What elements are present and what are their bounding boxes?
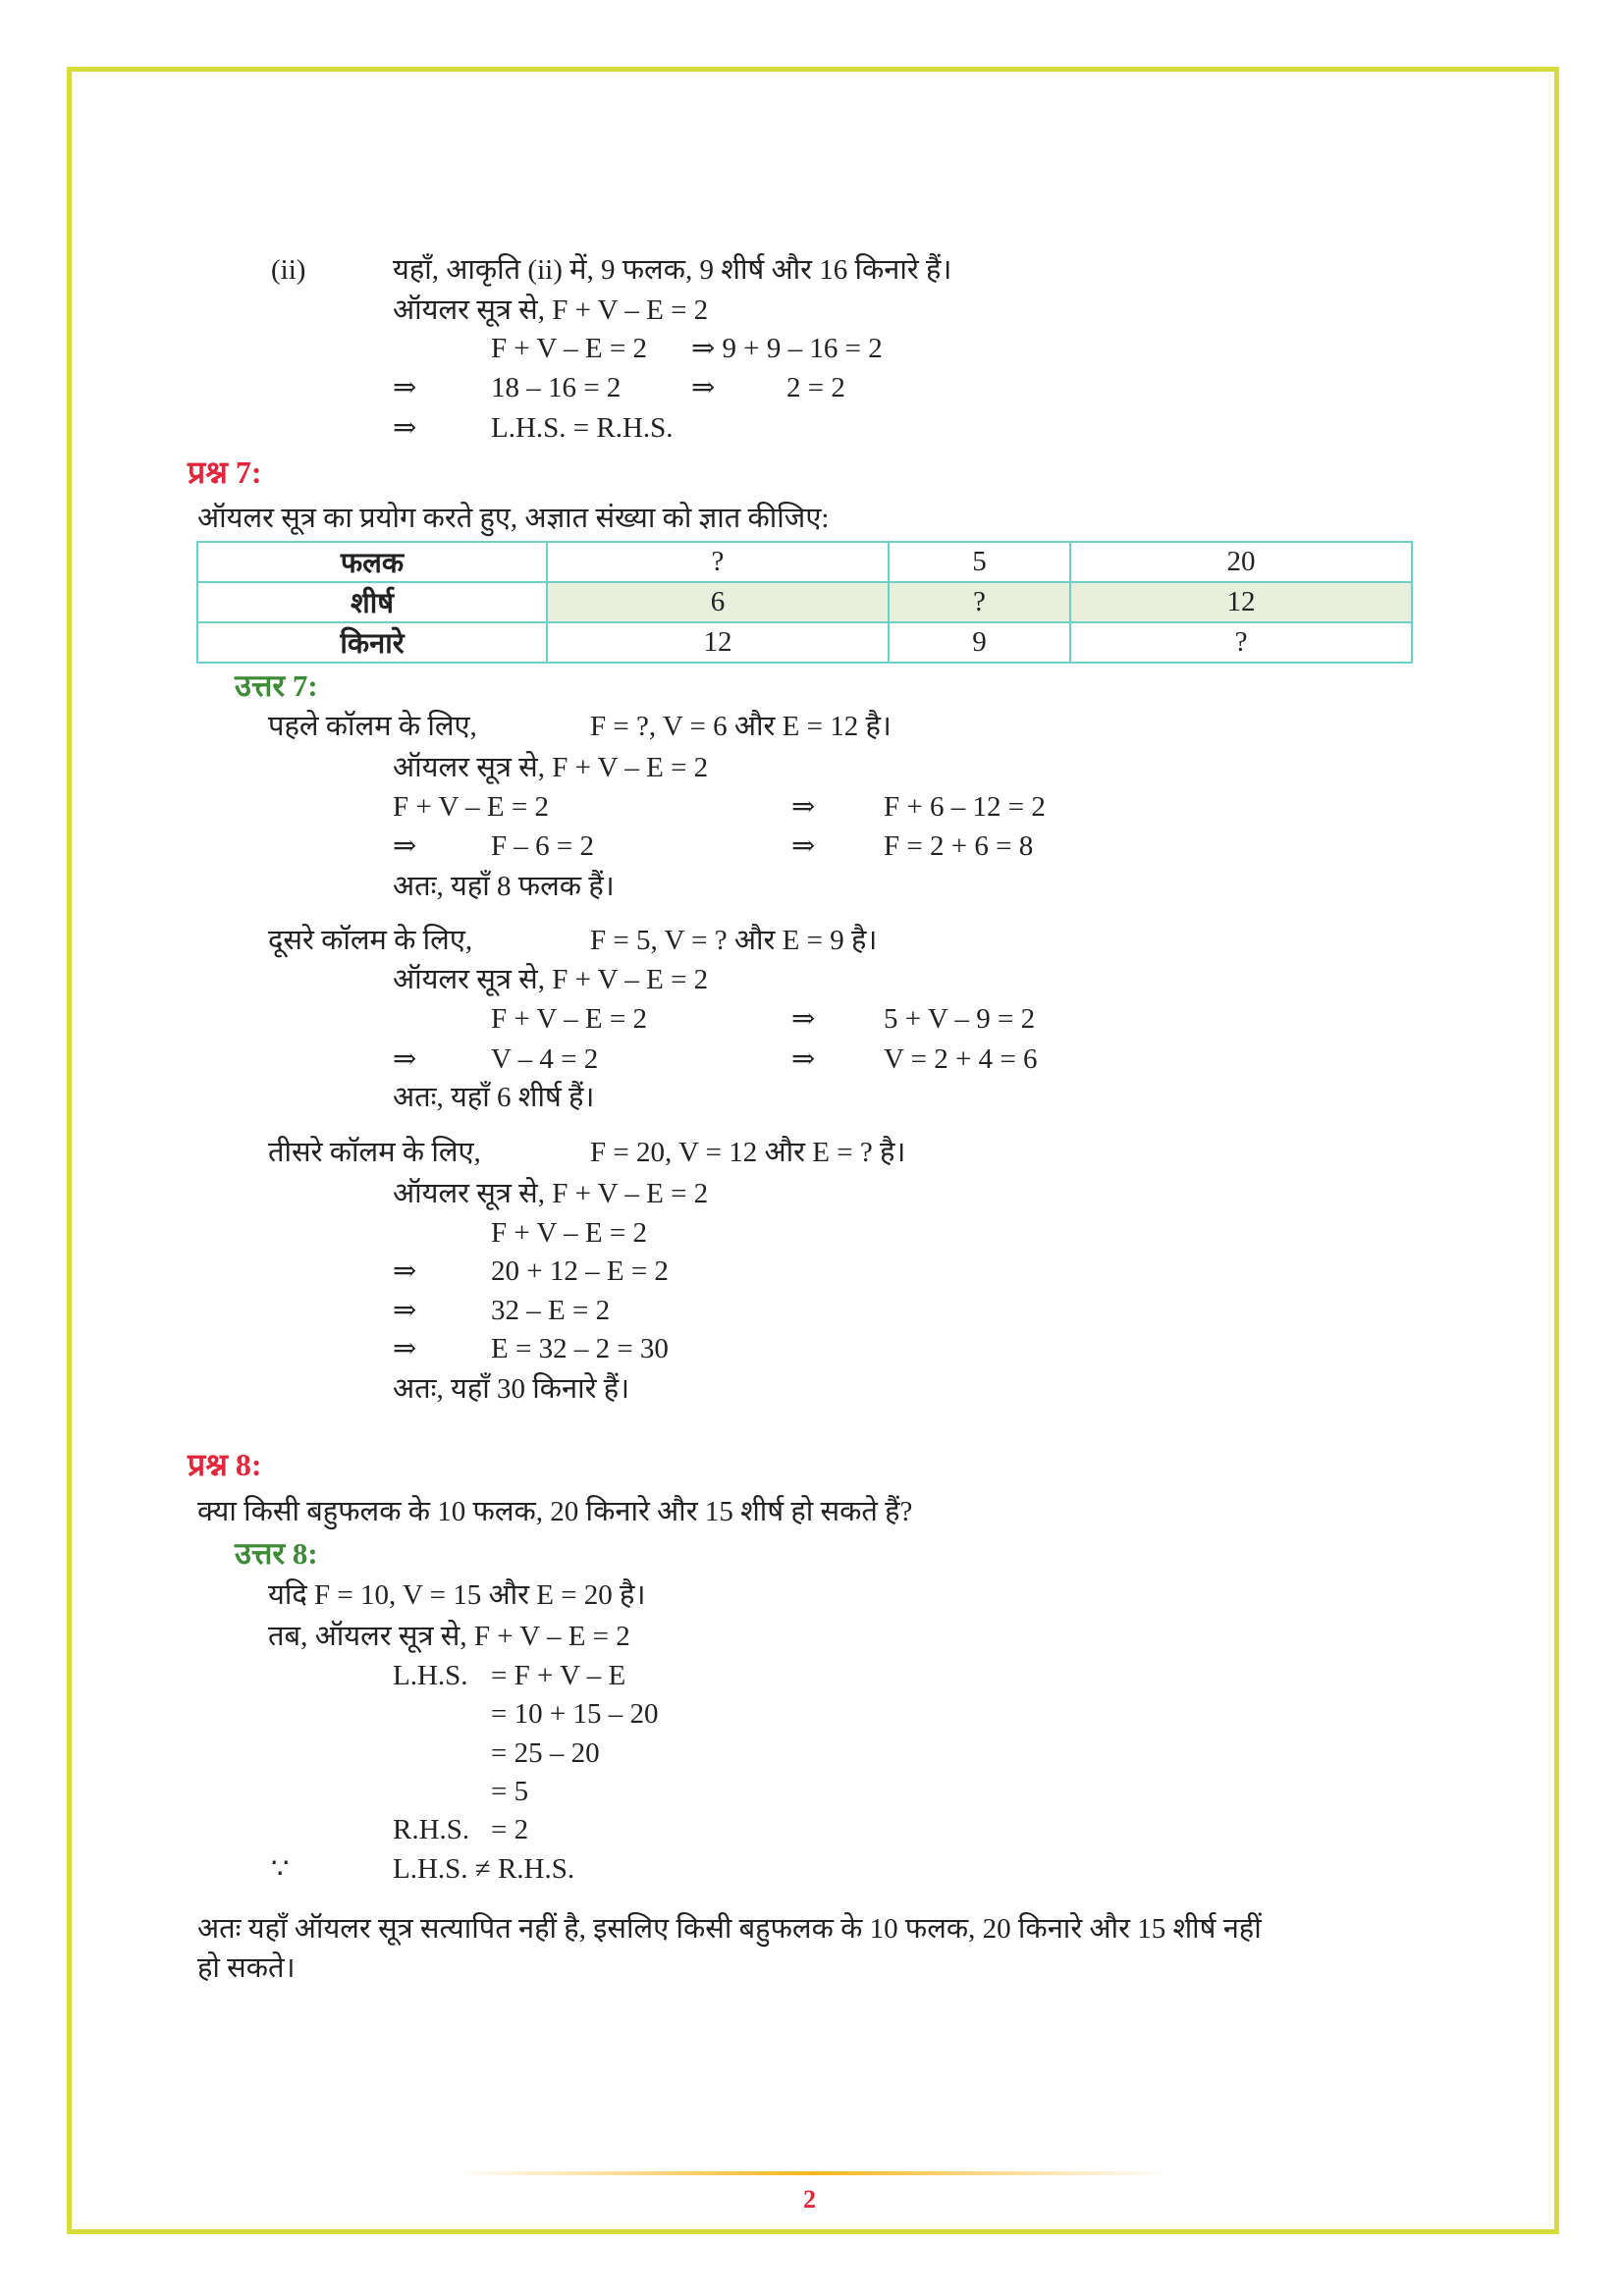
math-line: = 10 + 15 – 20 bbox=[491, 1698, 659, 1730]
text-line: तब, ऑयलर सूत्र से, F + V – E = 2 bbox=[268, 1621, 630, 1652]
math-line: = 5 bbox=[491, 1776, 529, 1807]
table-cell: ? bbox=[1070, 622, 1412, 663]
conclusion-line: अतः यहाँ ऑयलर सूत्र सत्यापित नहीं है, इसलिए किसी बहुफलक के 10 फलक, 20 किनारे और 15 शीर्ष नहीं bbox=[197, 1913, 1262, 1945]
answer-7-heading: उत्तर 7: bbox=[235, 668, 318, 703]
table-cell: 5 bbox=[889, 542, 1070, 582]
given-values: F = ?, V = 6 और E = 12 है। bbox=[590, 711, 892, 742]
question-7-heading: प्रश्न 7: bbox=[188, 454, 262, 490]
implies: ⇒ bbox=[393, 1333, 417, 1364]
formula-line: ऑयलर सूत्र से, F + V – E = 2 bbox=[393, 964, 709, 995]
implies: ⇒ bbox=[393, 830, 417, 862]
math-line: = F + V – E bbox=[491, 1660, 626, 1691]
implies: ⇒ bbox=[791, 1003, 816, 1035]
question-8-text: क्या किसी बहुफलक के 10 फलक, 20 किनारे और 15 शीर्ष हो सकते हैं? bbox=[197, 1496, 913, 1527]
table-cell: 12 bbox=[1070, 582, 1412, 622]
math-line: V – 4 = 2 bbox=[491, 1043, 599, 1075]
euler-table bbox=[196, 541, 1413, 664]
math-line: F + V – E = 2 bbox=[491, 1217, 647, 1249]
part-label: (ii) bbox=[271, 254, 306, 286]
column-title: तीसरे कॉलम के लिए, bbox=[268, 1137, 481, 1168]
implies: ⇒ bbox=[393, 412, 417, 444]
implies: ⇒ bbox=[791, 791, 816, 823]
given-values: F = 20, V = 12 और E = ? है। bbox=[590, 1137, 906, 1168]
row-header: फलक bbox=[197, 542, 547, 582]
row-header: किनारे bbox=[197, 622, 547, 663]
math-line: F – 6 = 2 bbox=[491, 830, 594, 862]
row-header: शीर्ष bbox=[197, 582, 547, 622]
table-cell: 20 bbox=[1070, 542, 1412, 582]
math-line: = 25 – 20 bbox=[491, 1737, 600, 1769]
implies: ⇒ bbox=[791, 830, 816, 862]
result-line: अतः, यहाँ 30 किनारे हैं। bbox=[393, 1373, 630, 1405]
table-cell: 12 bbox=[547, 622, 889, 663]
rhs-label: R.H.S. bbox=[393, 1814, 470, 1845]
math-line: 32 – E = 2 bbox=[491, 1295, 611, 1326]
page-number: 2 bbox=[803, 2185, 816, 2214]
text-line: ऑयलर सूत्र से, F + V – E = 2 bbox=[393, 294, 709, 326]
table-row-faces bbox=[197, 542, 1412, 582]
math-line: 2 = 2 bbox=[786, 372, 845, 403]
question-7-text: ऑयलर सूत्र का प्रयोग करते हुए, अज्ञात संख्या को ज्ञात कीजिए: bbox=[197, 503, 830, 534]
lhs-label: L.H.S. bbox=[393, 1660, 468, 1691]
math-line: = 2 bbox=[491, 1814, 529, 1845]
math-line: L.H.S. ≠ R.H.S. bbox=[393, 1853, 575, 1885]
implies: ⇒ bbox=[691, 372, 716, 403]
math-line: 5 + V – 9 = 2 bbox=[884, 1003, 1036, 1035]
table-cell: 6 bbox=[547, 582, 889, 622]
result-line: अतः, यहाँ 8 फलक हैं। bbox=[393, 871, 615, 902]
math-line: 18 – 16 = 2 bbox=[491, 372, 622, 403]
formula-line: ऑयलर सूत्र से, F + V – E = 2 bbox=[393, 752, 709, 783]
math-line: F = 2 + 6 = 8 bbox=[884, 830, 1034, 862]
implies: ⇒ bbox=[393, 1043, 417, 1075]
math-line: F + V – E = 2 bbox=[491, 1003, 647, 1035]
math-line: 20 + 12 – E = 2 bbox=[491, 1255, 669, 1287]
table-cell: ? bbox=[547, 542, 889, 582]
column-title: पहले कॉलम के लिए, bbox=[268, 711, 477, 742]
since-symbol: ∵ bbox=[271, 1853, 290, 1885]
math-line: V = 2 + 4 = 6 bbox=[884, 1043, 1038, 1075]
table-row-edges bbox=[197, 622, 1412, 663]
answer-8-heading: उत्तर 8: bbox=[235, 1536, 318, 1571]
implies: ⇒ bbox=[791, 1043, 816, 1075]
math-line: F + 6 – 12 = 2 bbox=[884, 791, 1046, 823]
table-row-vertices bbox=[197, 582, 1412, 622]
table-cell: 9 bbox=[889, 622, 1070, 663]
text-line: यहाँ, आकृति (ii) में, 9 फलक, 9 शीर्ष और 16 किनारे हैं। bbox=[393, 254, 952, 286]
implies: ⇒ bbox=[393, 372, 417, 403]
conclusion-line: हो सकते। bbox=[197, 1952, 296, 1984]
footer-divider bbox=[454, 2171, 1172, 2175]
math-line: E = 32 – 2 = 30 bbox=[491, 1333, 669, 1364]
math-line: ⇒ 9 + 9 – 16 = 2 bbox=[691, 333, 883, 364]
math-line: L.H.S. = R.H.S. bbox=[491, 412, 674, 444]
question-8-heading: प्रश्न 8: bbox=[188, 1447, 262, 1482]
implies: ⇒ bbox=[393, 1295, 417, 1326]
result-line: अतः, यहाँ 6 शीर्ष हैं। bbox=[393, 1082, 595, 1113]
text-line: यदि F = 10, V = 15 और E = 20 है। bbox=[268, 1579, 646, 1611]
table-cell: ? bbox=[889, 582, 1070, 622]
implies: ⇒ bbox=[393, 1255, 417, 1287]
math-line: F + V – E = 2 bbox=[393, 791, 549, 823]
given-values: F = 5, V = ? और E = 9 है। bbox=[590, 925, 878, 956]
math-line: F + V – E = 2 bbox=[491, 333, 647, 364]
column-title: दूसरे कॉलम के लिए, bbox=[268, 925, 473, 956]
formula-line: ऑयलर सूत्र से, F + V – E = 2 bbox=[393, 1178, 709, 1209]
